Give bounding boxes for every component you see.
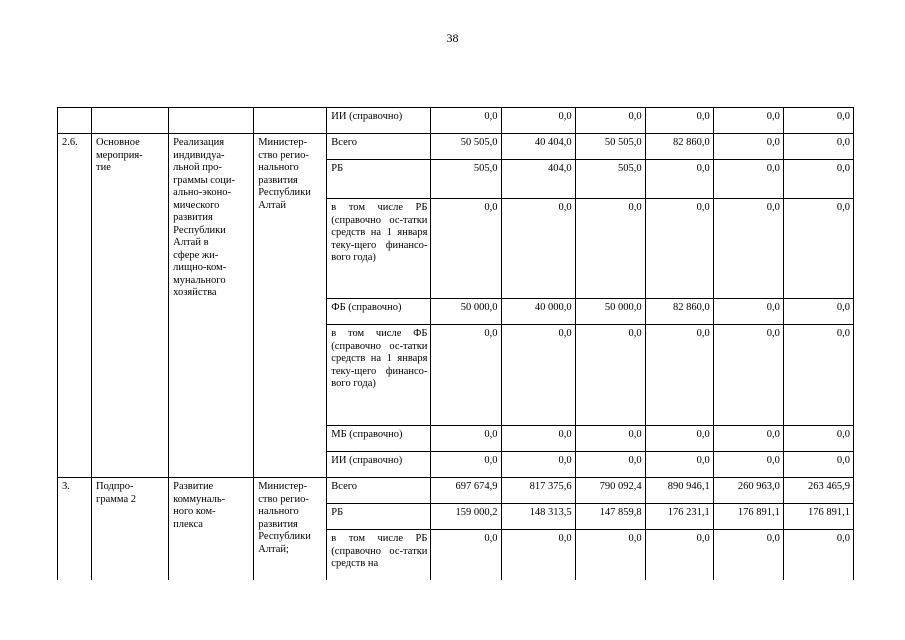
value-cell: 0,0 [783,199,853,299]
executor-cell [254,108,327,134]
table-row [58,108,854,134]
executor-cell: Министер- ство регио- нального развития Республики Алтай; [254,478,327,580]
value-cell: 0,0 [575,108,645,134]
value-cell: 0,0 [645,108,713,134]
value-cell: 0,0 [783,426,853,452]
source-cell: Всего [327,478,431,504]
value-cell: 176 891,1 [783,504,853,530]
kind-cell: Подпро- грамма 2 [92,478,169,580]
value-cell: 0,0 [645,452,713,478]
value-cell: 0,0 [431,452,501,478]
value-cell: 505,0 [575,160,645,199]
table-row [58,134,854,160]
name-cell [169,108,254,134]
value-cell: 0,0 [575,426,645,452]
value-cell: 50 000,0 [431,299,501,325]
value-cell: 0,0 [713,530,783,580]
value-cell: 50 000,0 [575,299,645,325]
source-cell: РБ [327,160,431,199]
value-cell: 159 000,2 [431,504,501,530]
value-cell: 0,0 [575,325,645,426]
value-cell: 0,0 [645,426,713,452]
value-cell: 0,0 [783,530,853,580]
value-cell: 0,0 [713,160,783,199]
value-cell: 0,0 [713,299,783,325]
name-cell: Развитие коммуналь- ного ком- плекса [169,478,254,580]
budget-table [57,107,854,580]
value-cell: 82 860,0 [645,134,713,160]
value-cell: 404,0 [501,160,575,199]
code-cell: 2.6. [58,134,92,478]
value-cell: 697 674,9 [431,478,501,504]
table-row [58,478,854,504]
value-cell: 0,0 [713,108,783,134]
value-cell: 0,0 [783,452,853,478]
value-cell: 148 313,5 [501,504,575,530]
value-cell: 0,0 [431,530,501,580]
value-cell: 0,0 [645,160,713,199]
value-cell: 0,0 [713,134,783,160]
value-cell: 176 231,1 [645,504,713,530]
value-cell: 50 505,0 [431,134,501,160]
name-cell: Реализация индивидуа- льной про- граммы соци- ально-эконо- мического развития Республики Алтай в сфере жи- лищно-ком- мунального хозяйства [169,134,254,478]
value-cell: 0,0 [713,452,783,478]
kind-cell [92,108,169,134]
value-cell: 176 891,1 [713,504,783,530]
value-cell: 0,0 [431,325,501,426]
value-cell: 0,0 [431,108,501,134]
page-number: 38 [446,31,459,45]
value-cell: 0,0 [501,325,575,426]
value-cell: 0,0 [501,452,575,478]
value-cell: 0,0 [783,160,853,199]
value-cell: 0,0 [783,134,853,160]
source-cell: ИИ (справочно) [327,108,431,134]
table-body [58,108,854,580]
value-cell: 505,0 [431,160,501,199]
value-cell: 50 505,0 [575,134,645,160]
value-cell: 0,0 [645,530,713,580]
value-cell: 0,0 [431,426,501,452]
value-cell: 0,0 [501,530,575,580]
value-cell: 0,0 [575,199,645,299]
value-cell: 0,0 [713,426,783,452]
value-cell: 0,0 [501,108,575,134]
source-cell: в том числе РБ (справочно ос-татки средств на [327,530,431,580]
value-cell: 0,0 [713,199,783,299]
value-cell: 260 963,0 [713,478,783,504]
source-cell: в том числе РБ (справочно ос-татки средств на 1 января теку-щего финансо-вого года) [327,199,431,299]
value-cell: 0,0 [783,299,853,325]
value-cell: 790 092,4 [575,478,645,504]
value-cell: 0,0 [431,199,501,299]
executor-cell: Министер- ство регио- нального развития Республики Алтай [254,134,327,478]
value-cell: 0,0 [645,199,713,299]
value-cell: 0,0 [575,452,645,478]
value-cell: 0,0 [783,108,853,134]
kind-cell: Основное мероприя- тие [92,134,169,478]
value-cell: 147 859,8 [575,504,645,530]
value-cell: 0,0 [501,199,575,299]
source-cell: МБ (справочно) [327,426,431,452]
value-cell: 890 946,1 [645,478,713,504]
source-cell: ФБ (справочно) [327,299,431,325]
source-cell: в том числе ФБ (справочно ос-татки средств на 1 января теку-щего финансо-вого года) [327,325,431,426]
value-cell: 0,0 [783,325,853,426]
value-cell: 0,0 [713,325,783,426]
code-cell: 3. [58,478,92,580]
source-cell: РБ [327,504,431,530]
value-cell: 0,0 [645,325,713,426]
value-cell: 817 375,6 [501,478,575,504]
value-cell: 263 465,9 [783,478,853,504]
value-cell: 40 404,0 [501,134,575,160]
source-cell: Всего [327,134,431,160]
value-cell: 40 000,0 [501,299,575,325]
value-cell: 82 860,0 [645,299,713,325]
value-cell: 0,0 [575,530,645,580]
value-cell: 0,0 [501,426,575,452]
code-cell [58,108,92,134]
source-cell: ИИ (справочно) [327,452,431,478]
